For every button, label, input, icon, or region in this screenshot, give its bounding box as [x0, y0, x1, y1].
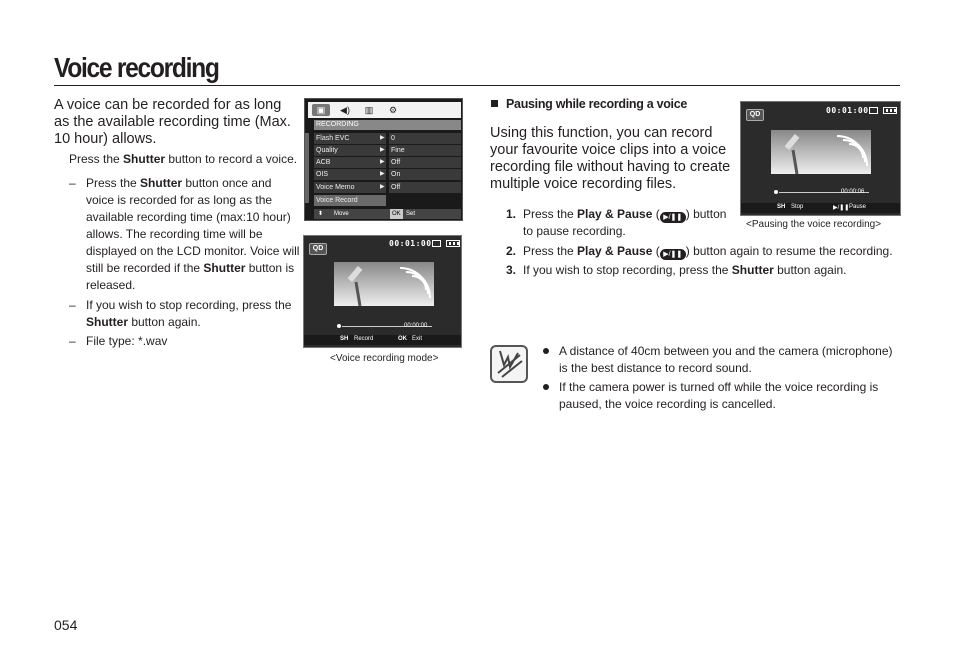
- microphone-icon: [771, 130, 871, 174]
- microphone-icon: [334, 262, 434, 306]
- pause-timer: 00:01:00: [826, 106, 869, 115]
- elapsed-time: 00:00:00: [404, 323, 428, 329]
- memory-card-icon: [432, 240, 441, 247]
- battery-icon: [446, 240, 460, 247]
- quality-badge: QD: [309, 243, 327, 255]
- quality-badge: QD: [746, 109, 764, 121]
- progress-dot: [337, 324, 341, 328]
- play-pause-icon: ▶/❚❚: [660, 249, 686, 260]
- menu-header: RECORDING: [314, 120, 461, 130]
- bullet-dot: [543, 384, 549, 390]
- intro-text: A voice can be recorded for as long as the available recording time (Max. 10 hour) allows.: [54, 97, 291, 147]
- pause-screen: QD 00:01:00 00:00:06 SH Stop ▶/❚❚ Pause: [740, 101, 901, 216]
- square-bullet-icon: [491, 100, 498, 107]
- menu-footer: ⬍ Move OK Set: [314, 209, 461, 219]
- play-pause-icon: ▶/❚❚: [833, 205, 850, 211]
- screen-footer: [741, 203, 900, 213]
- battery-icon: [883, 107, 897, 114]
- press-instruction: Press the Shutter button to record a voice.: [69, 152, 298, 166]
- menu-scrollbar: [305, 133, 309, 203]
- menu-screen: ▣ ◀) ▥ ⚙ RECORDING Flash EVC ▶ 0 Quality ▶ Fine ACB ▶ Off OIS ▶ On Voice Memo ▶ Off Voice Record ⬍ Move OK Set: [304, 98, 463, 221]
- up-down-icon: ⬍: [318, 211, 324, 217]
- settings-icon: ⚙: [388, 104, 398, 115]
- memory-card-icon: [869, 107, 878, 114]
- pause-caption: <Pausing the voice recording>: [746, 219, 882, 230]
- elapsed-time: 00:00:06: [841, 189, 865, 195]
- bullet-dot: [543, 348, 549, 354]
- page-title: Voice recording: [54, 52, 219, 83]
- camera-icon: ▣: [312, 104, 330, 116]
- progress-dot: [774, 190, 778, 194]
- play-pause-icon: ▶/❚❚: [660, 212, 686, 223]
- display-icon: ▥: [364, 104, 374, 115]
- title-divider: [54, 85, 900, 86]
- screen-footer: [304, 335, 461, 345]
- record-timer: 00:01:00: [389, 239, 432, 248]
- record-screen: QD 00:01:00 00:00:00 SH Record OK Exit: [303, 235, 462, 348]
- function-description: Using this function, you can record your favourite voice clips into a voice recording file without having to create multiple voice recording files.: [490, 125, 731, 192]
- page-number: 054: [54, 617, 78, 633]
- record-caption: <Voice recording mode>: [330, 353, 439, 364]
- section-heading: Pausing while recording a voice: [491, 97, 687, 111]
- note-icon: [490, 345, 528, 383]
- menu-tabs: [308, 102, 461, 118]
- sound-icon: ◀): [340, 104, 350, 115]
